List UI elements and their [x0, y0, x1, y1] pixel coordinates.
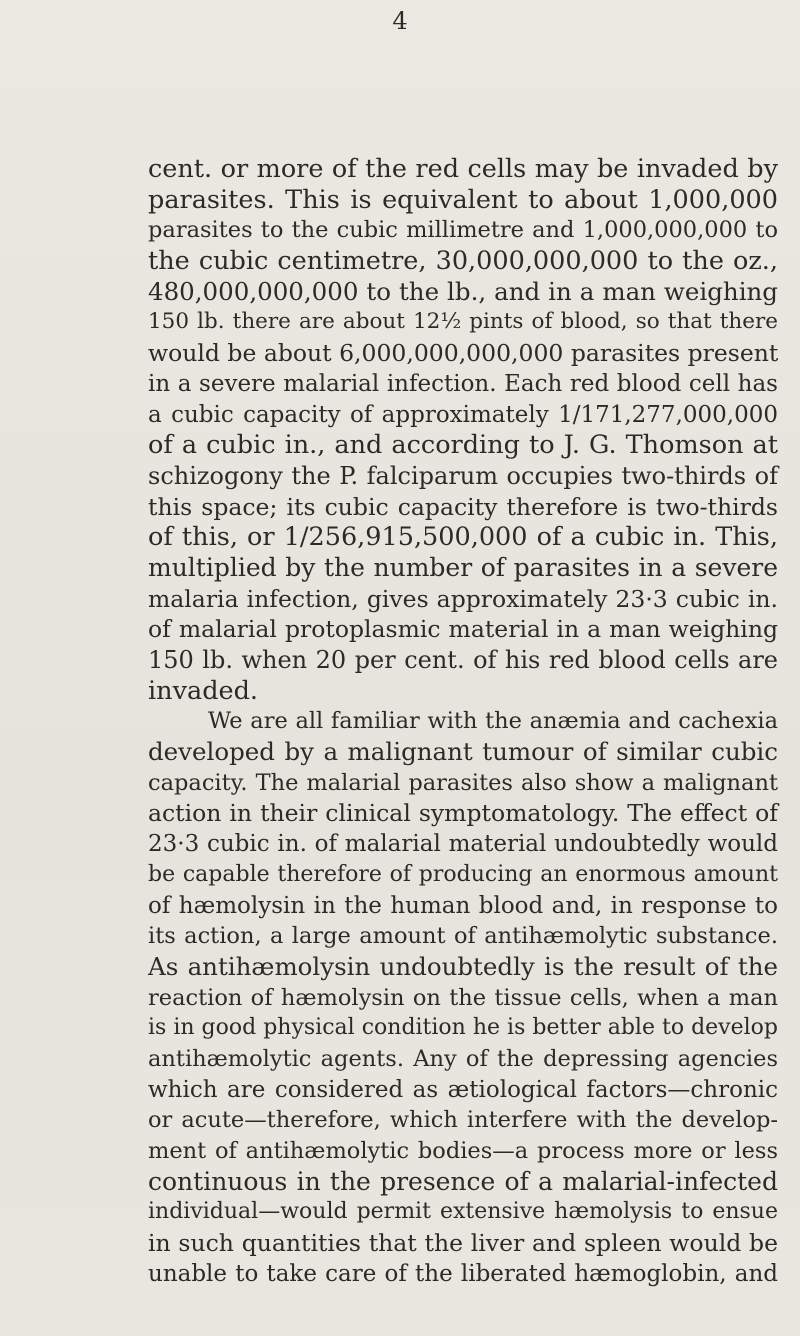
text-line: is in good physical condition he is better able to develop [148, 1015, 778, 1041]
text-line: a cubic capacity of approximately 1/171,277,000,000 [148, 401, 778, 428]
text-line: ment of antihæmolytic bodies—a process more or less [148, 1138, 778, 1164]
text-line: antihæmolytic agents. Any of the depressing agencies [148, 1045, 778, 1072]
text-line: unable to take care of the liberated hæmoglobin, and [148, 1260, 778, 1287]
paragraph-start-line: We are all familiar with the anæmia and cachexia [208, 708, 778, 735]
text-line: 23·3 cubic in. of malarial material undoubtedly would [148, 831, 778, 858]
text-line: of malarial protoplasmic material in a man weighing [148, 615, 778, 644]
text-line: 480,000,000,000 to the lb., and in a man weighing [148, 276, 778, 306]
text-line: reaction of hæmolysin on the tissue cells, when a man [148, 984, 778, 1011]
text-line: invaded. [148, 675, 259, 706]
text-line: its action, a large amount of antihæmolytic substance. [148, 923, 778, 950]
text-line: individual—would permit extensive hæmolysis to ensue [148, 1199, 778, 1225]
text-line: As antihæmolysin undoubtedly is the result of the [148, 951, 778, 981]
text-line: developed by a malignant tumour of similar cubic [148, 737, 778, 767]
text-line: 150 lb. there are about 12½ pints of blood, so that there [148, 309, 778, 335]
text-line: in a severe malarial infection. Each red blood cell has [148, 370, 778, 397]
text-line: be capable therefore of producing an enormous amount [148, 861, 778, 887]
text-line: of this, or 1/256,915,500,000 of a cubic in. This, [148, 522, 778, 553]
page-number: 4 [392, 7, 408, 35]
text-line: 150 lb. when 20 per cent. of his red blood cells are [148, 646, 778, 674]
text-line: parasites to the cubic millimetre and 1,000,000,000 to [148, 217, 778, 244]
text-line: action in their clinical symptomatology. The effect of [148, 799, 778, 828]
text-line: capacity. The malarial parasites also show a malignant [148, 769, 778, 796]
text-line: the cubic centimetre, 30,000,000,000 to the oz., [148, 246, 778, 277]
text-line: parasites. This is equivalent to about 1,000,000 [148, 184, 778, 215]
text-line: this space; its cubic capacity therefore is two-thirds [148, 492, 778, 521]
text-line: which are considered as ætiological factors—chronic [148, 1076, 778, 1103]
text-line: would be about 6,000,000,000,000 parasites present [148, 339, 779, 368]
text-line: of a cubic in., and according to J. G. Thomson at [148, 430, 778, 461]
text-line: multiplied by the number of parasites in a severe [148, 552, 778, 582]
text-line: cent. or more of the red cells may be invaded by [148, 154, 778, 184]
body-text [148, 154, 778, 1289]
text-line: in such quantities that the liver and spleen would be [148, 1229, 778, 1258]
text-line: of hæmolysin in the human blood and, in response to [148, 892, 778, 919]
text-line: malaria infection, gives approximately 23·3 cubic in. [148, 584, 778, 613]
text-line: or acute—therefore, which interfere with the develop- [148, 1107, 778, 1134]
text-line: continuous in the presence of a malarial-infected [148, 1166, 778, 1196]
text-line: schizogony the P. falciparum occupies two-thirds of [148, 461, 778, 490]
